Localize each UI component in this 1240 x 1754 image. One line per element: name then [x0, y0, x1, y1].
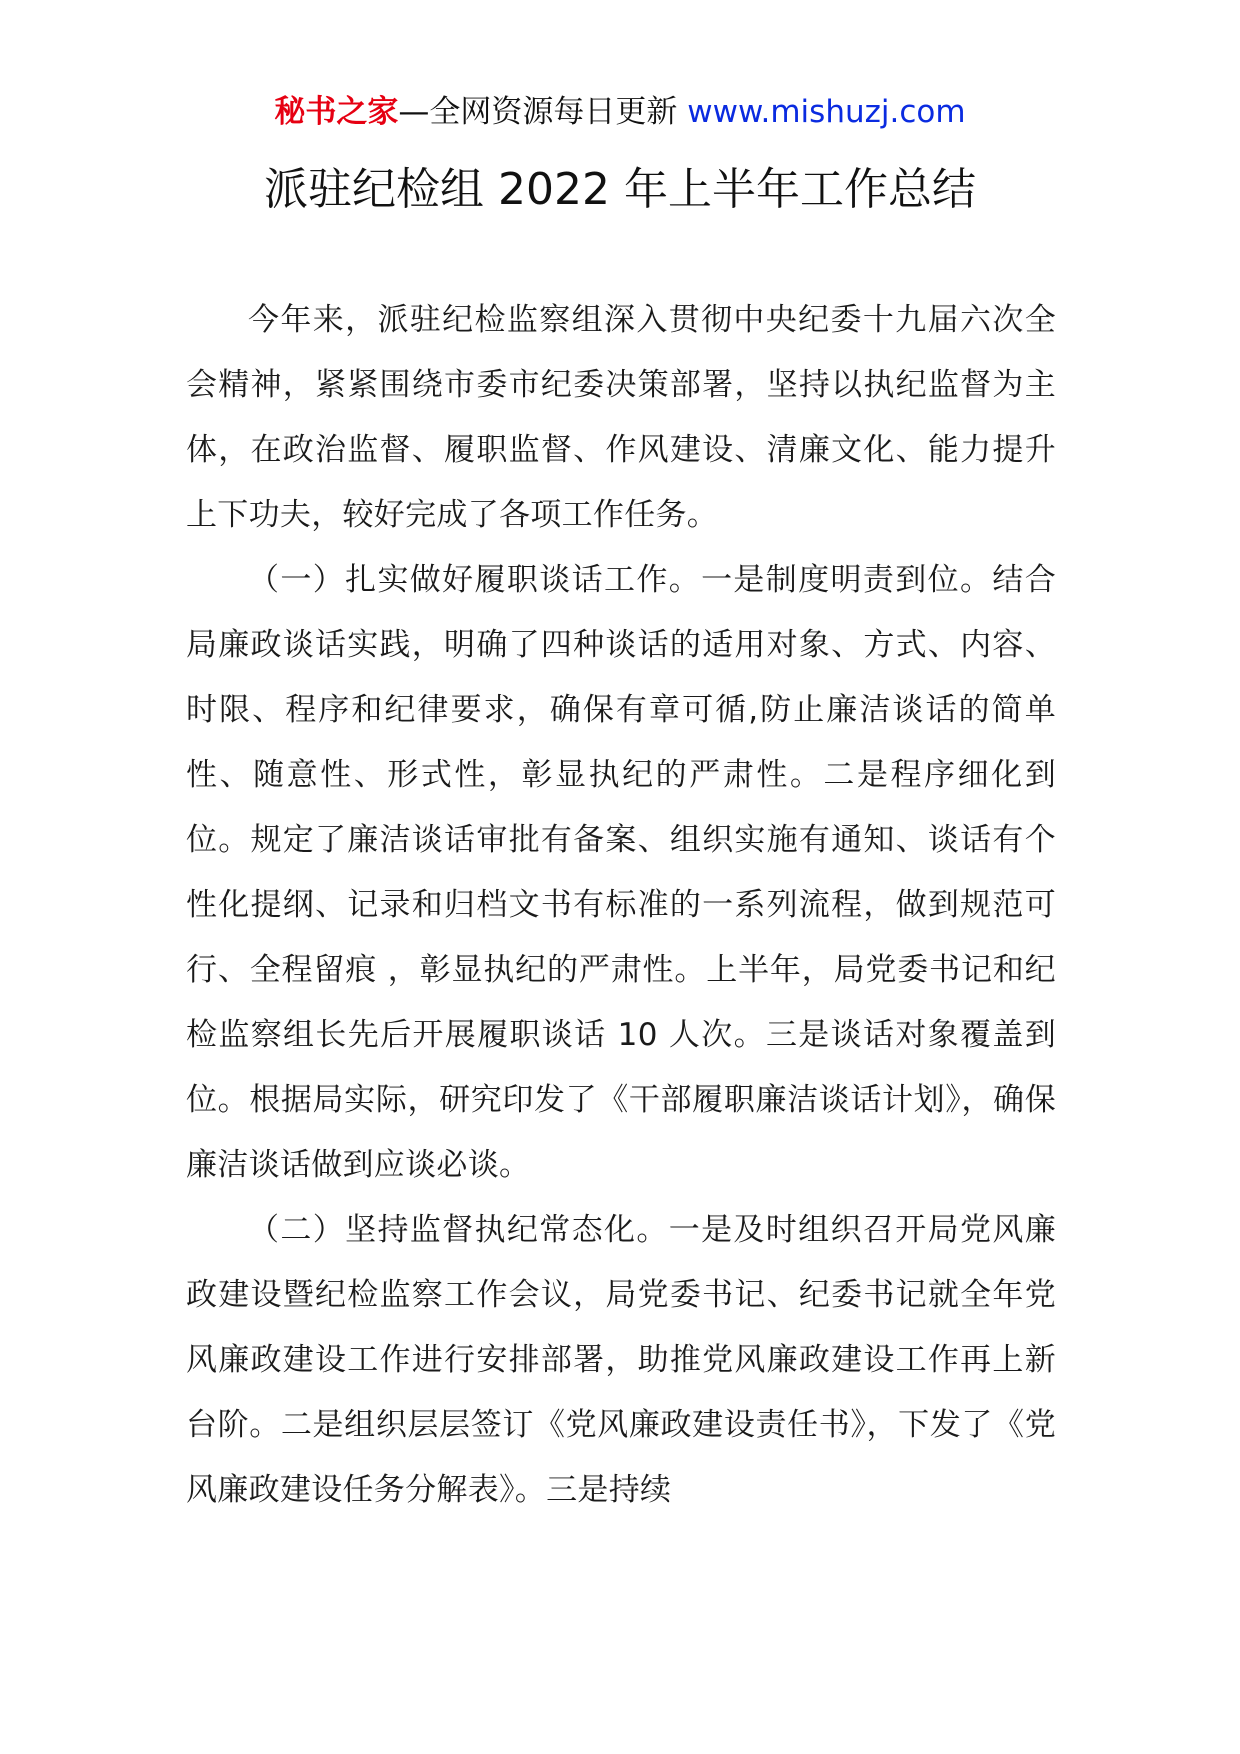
- section-one-paragraph: （一）扎实做好履职谈话工作。一是制度明责到位。结合局廉政谈话实践，明确了四种谈话的适用对象、方式、内容、时限、程序和纪律要求，确保有章可循,防止廉洁谈话的简单性、随意性、形式性，彰显执纪的严肃性。二是程序细化到位。规定了廉洁谈话审批有备案、组织实施有通知、谈话有个性化提纲、记录和归档文书有标准的一系列流程，做到规范可行、全程留痕 ，彰显执纪的严肃性。上半年，局党委书记和纪检监察组长先后开展履职谈话 10 人次。三是谈话对象覆盖到位。根据局实际，研究印发了《干部履职廉洁谈话计划》，确保廉洁谈话做到应谈必谈。: [186, 562, 1056, 1183]
- document-body: [186, 288, 1056, 1523]
- watermark-header: [0, 92, 1240, 132]
- section-two-paragraph: （二）坚持监督执纪常态化。一是及时组织召开局党风廉政建设暨纪检监察工作会议，局党委书记、纪委书记就全年党风廉政建设工作进行安排部署，助推党风廉政建设工作再上新台阶。二是组织层层签订《党风廉政建设责任书》，下发了《党风廉政建设任务分解表》。三是持续: [186, 1212, 1056, 1508]
- brand-name: 秘书之家: [274, 94, 399, 130]
- intro-paragraph: 今年来，派驻纪检监察组深入贯彻中央纪委十九届六次全会精神，紧紧围绕市委市纪委决策部署，坚持以执纪监督为主体，在政治监督、履职监督、作风建设、清廉文化、能力提升上下功夫，较好完成了各项工作任务。: [186, 302, 1056, 533]
- site-url-link[interactable]: www.mishuzj.com: [687, 94, 966, 130]
- header-tagline: —全网资源每日更新: [398, 94, 688, 130]
- document-title: 派驻纪检组 2022 年上半年工作总结: [264, 164, 976, 215]
